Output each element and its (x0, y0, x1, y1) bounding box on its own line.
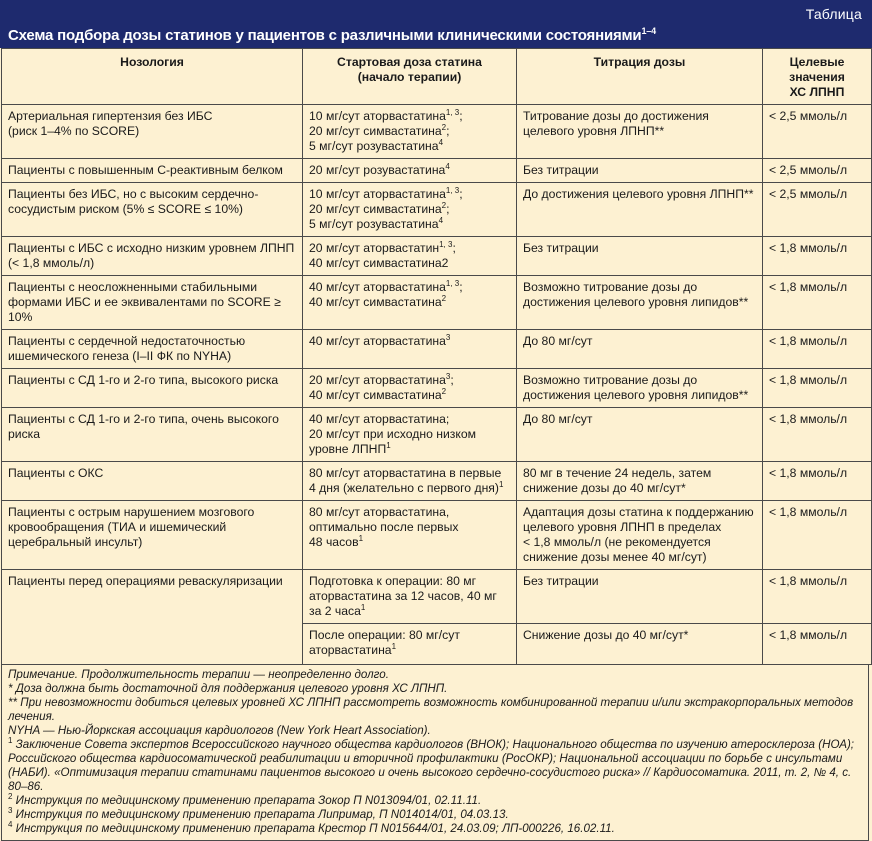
titration-cell (517, 330, 763, 369)
target-cell: < 1,8 ммоль/л (763, 237, 872, 276)
table-row (2, 159, 872, 183)
titration-cell (517, 183, 763, 237)
table-row (2, 183, 872, 237)
titration-cell (517, 369, 763, 408)
cell-line: Снижение дозы до 40 мг/сут* (523, 628, 689, 642)
cell-line: целевого уровня ЛПНП в пределах (523, 520, 722, 534)
start-dose-cell (303, 462, 517, 501)
dose-line (309, 574, 510, 589)
note-line (8, 682, 862, 696)
cell-line: целевого уровня ЛПНП** (523, 124, 665, 138)
cell-line: Пациенты с неосложненными стабильными (8, 280, 258, 294)
titration-cell (517, 276, 763, 330)
note-line (8, 752, 862, 766)
start-dose-cell (303, 276, 517, 330)
dose-text: уровне ЛПНП (309, 442, 387, 456)
cell-line: формами ИБС и ее эквивалентами по SCORE ≥ 10% (8, 295, 281, 324)
header-start-dose (303, 49, 517, 105)
cell-line: Адаптация дозы статина к поддержанию (523, 505, 754, 519)
start-dose-cell (303, 501, 517, 570)
target-cell: < 1,8 ммоль/л (763, 570, 872, 624)
nosology-cell (2, 408, 303, 462)
dose-footnote-ref: 2 (441, 200, 447, 210)
dose-punct: ; (450, 373, 454, 387)
note-line (8, 738, 862, 752)
nosology-cell (2, 237, 303, 276)
start-dose-cell (303, 183, 517, 237)
dose-line (309, 295, 510, 310)
table-title-sup: 1–4 (641, 26, 656, 36)
dose-footnote-ref: 1 (498, 479, 504, 489)
cell-line: достижения целевого уровня липидов** (523, 295, 749, 309)
note-footnote-number: 4 (8, 820, 13, 830)
dose-line (309, 109, 510, 124)
note-footnote-number: 1 (8, 736, 13, 746)
cell-line: До 80 мг/сут (523, 334, 593, 348)
note-text: Инструкция по медицинскому применению препарата Липримар, П N014014/01, 04.03.13. (12, 808, 509, 821)
dose-text: 20 мг/сут симвастатина (309, 202, 442, 216)
cell-line: Без титрации (523, 163, 599, 177)
start-dose-cell (303, 105, 517, 159)
cell-line: Пациенты с сердечной недостаточностью (8, 334, 246, 348)
target-cell: < 1,8 ммоль/л (763, 408, 872, 462)
cell-line: Артериальная гипертензия без ИБС (8, 109, 213, 123)
table-row (2, 501, 872, 570)
dose-text: 40 мг/сут симвастатина (309, 295, 442, 309)
dose-footnote-ref: 2 (441, 122, 447, 132)
dose-text: Подготовка к операции: 80 мг (309, 574, 477, 588)
dose-footnote-ref: 4 (438, 137, 444, 147)
cell-line: снижение дозы до 40 мг/сут* (523, 481, 686, 495)
target-cell: < 2,5 ммоль/л (763, 183, 872, 237)
dose-line (309, 412, 510, 427)
nosology-cell (2, 369, 303, 408)
dose-line (309, 505, 510, 520)
table-header-row (2, 49, 872, 105)
header-start-dose-line: Стартовая доза статина (337, 55, 482, 69)
table-row (2, 237, 872, 276)
target-cell: < 1,8 ммоль/л (763, 501, 872, 570)
dose-text: за 2 часа (309, 604, 361, 618)
dose-line (309, 520, 510, 535)
note-line (8, 668, 862, 682)
dose-line (309, 280, 510, 295)
cell-line: До достижения целевого уровня ЛПНП** (523, 187, 754, 201)
dose-text: 20 мг/сут симвастатина (309, 124, 442, 138)
cell-line: До 80 мг/сут (523, 412, 593, 426)
header-target-line: Целевые (789, 55, 845, 69)
start-dose-cell (303, 369, 517, 408)
cell-line: сосудистым риском (5% ≤ SCORE ≤ 10%) (8, 202, 243, 216)
table-row (2, 369, 872, 408)
note-line (8, 696, 862, 710)
dose-punct: ; (459, 109, 463, 123)
dose-text: 20 мг/сут при исходно низком (309, 427, 477, 441)
nosology-cell: Пациенты перед операциями реваскуляризации (2, 570, 303, 665)
dose-footnote-ref: 1 (391, 641, 397, 651)
cell-line: ишемического генеза (I–II ФК по NYHA) (8, 349, 232, 363)
note-text: лечения. (8, 710, 56, 723)
titration-cell (517, 570, 763, 624)
dose-footnote-ref: 2 (441, 386, 447, 396)
note-line (8, 794, 862, 808)
dose-footnote-ref: 4 (438, 215, 444, 225)
dose-text: 40 мг/сут аторвастатина; (309, 412, 450, 426)
cell-line: Пациенты с повышенным С-реактивным белком (8, 163, 283, 177)
start-dose-cell (303, 237, 517, 276)
note-text: Инструкция по медицинскому применению препарата Крестор П N015644/01, 24.03.09; ЛП-000226, 16.02.11. (12, 822, 615, 835)
dose-line (309, 427, 510, 442)
titration-cell (517, 501, 763, 570)
dose-line (309, 202, 510, 217)
titration-cell (517, 237, 763, 276)
table-title (8, 26, 656, 44)
note-text: * Доза должна быть достаточной для поддержания целевого уровня ХС ЛПНП. (8, 682, 448, 695)
table-row (2, 408, 872, 462)
dose-line (309, 256, 510, 271)
table-row (2, 570, 872, 624)
dose-punct: ; (452, 241, 456, 255)
note-text: ** При невозможности добиться целевых уровней ХС ЛПНП рассмотреть возможность комбинированной терапии и/или экстракорпоральных методов (8, 696, 854, 709)
dose-footnote-ref: 1, 3 (445, 107, 460, 117)
cell-line: Без титрации (523, 241, 599, 255)
nosology-cell (2, 276, 303, 330)
nosology-cell (2, 183, 303, 237)
cell-line: Пациенты с острым нарушением мозгового (8, 505, 255, 519)
dose-punct: ; (459, 187, 463, 201)
table-row (2, 462, 872, 501)
table-title-text: Схема подбора дозы статинов у пациентов с различными клиническими состояниями (8, 27, 642, 44)
nosology-cell (2, 105, 303, 159)
dose-footnote-ref: 2 (441, 293, 447, 303)
cell-line: Возможно титрование дозы до (523, 373, 698, 387)
dose-text: аторвастатина за 12 часов, 40 мг (309, 589, 497, 603)
dose-text: 80 мг/сут аторвастатина, (309, 505, 450, 519)
dose-punct: ; (446, 202, 450, 216)
dose-footnote-ref: 4 (445, 161, 450, 171)
statin-dose-table (1, 48, 872, 665)
cell-line: риска (8, 427, 41, 441)
dose-line (309, 163, 510, 178)
dose-text: 20 мг/сут аторвастатина (309, 373, 446, 387)
cell-line: снижение дозы менее 40 мг/сут) (523, 550, 707, 564)
dose-text: 40 мг/сут аторвастатина (309, 334, 446, 348)
cell-line: Пациенты без ИБС, но с высоким сердечно- (8, 187, 259, 201)
table-header-bar (0, 0, 872, 48)
cell-line: Пациенты с ИБС с исходно низким уровнем ЛПНП (8, 241, 295, 255)
cell-line: Пациенты с СД 1-го и 2-го типа, высокого риска (8, 373, 279, 387)
cell-line: Пациенты с ОКС (8, 466, 104, 480)
table-label: Таблица (805, 6, 862, 22)
cell-line: 80 мг в течение 24 недель, затем (523, 466, 712, 480)
note-text: Российского общества кардиосоматической реабилитации и вторичной профилактики (РосОКР); Национальной ассоциации по борьбе с инсультами (8, 752, 843, 765)
dose-text: 4 дня (желательно с первого дня) (309, 481, 499, 495)
titration-cell (517, 462, 763, 501)
titration-cell (517, 105, 763, 159)
note-line (8, 710, 862, 724)
dose-line (309, 124, 510, 139)
dose-text: 80 мг/сут аторвастатина в первые (309, 466, 502, 480)
note-text: Инструкция по медицинскому применению препарата Зокор П N013094/01, 02.11.11. (12, 794, 482, 807)
dose-line (309, 604, 510, 619)
dose-line (309, 334, 510, 349)
cell-line: достижения целевого уровня липидов** (523, 388, 749, 402)
table-notes (1, 665, 869, 841)
note-text: (НАБИ). «Оптимизация терапии статинами пациентов высокого и очень высокого сердечно-сосудистого риска» // Кардиосоматика. 2011, т. 2, № 4, с. 80–86. (8, 766, 852, 793)
cell-line: (< 1,8 ммоль/л) (8, 256, 95, 270)
header-nosology: Нозология (2, 49, 303, 105)
cell-line: Титрование дозы до достижения (523, 109, 709, 123)
dose-text: После операции: 80 мг/сут (309, 628, 460, 642)
cell-line: Возможно титрование дозы до (523, 280, 698, 294)
note-line (8, 808, 862, 822)
target-cell: < 1,8 ммоль/л (763, 369, 872, 408)
header-target-line: ХС ЛПНП (789, 85, 845, 99)
nosology-cell (2, 159, 303, 183)
dose-text: 48 часов (309, 535, 359, 549)
target-cell: < 1,8 ммоль/л (763, 624, 872, 665)
dose-text: 40 мг/сут аторвастатина (309, 280, 446, 294)
table-row (2, 105, 872, 159)
dose-line (309, 217, 510, 232)
start-dose-cell (303, 408, 517, 462)
nosology-cell (2, 501, 303, 570)
cell-line: < 1,8 ммоль/л (не рекомендуется (523, 535, 711, 549)
table-row (2, 276, 872, 330)
dose-footnote-ref: 1 (358, 533, 364, 543)
cell-line: (риск 1–4% по SCORE) (8, 124, 140, 138)
start-dose-cell (303, 624, 517, 665)
note-text: NYHA — Нью-Йоркская ассоциация кардиологов (New York Heart Association). (8, 724, 431, 737)
nosology-cell (2, 462, 303, 501)
target-cell: < 1,8 ммоль/л (763, 462, 872, 501)
dose-footnote-ref: 1 (360, 602, 366, 612)
dose-footnote-ref: 1, 3 (445, 278, 460, 288)
dose-text: 10 мг/сут аторвастатина (309, 187, 446, 201)
dose-text: 20 мг/сут розувастатина (309, 163, 446, 177)
cell-line: кровообращения (ТИА и ишемический (8, 520, 227, 534)
nosology-cell (2, 330, 303, 369)
dose-text: 5 мг/сут розувастатина (309, 217, 439, 231)
note-text: Заключение Совета экспертов Всероссийского научного общества кардиологов (ВНОК); Национального общества по изучению атеросклероза (НОА); (12, 738, 855, 751)
cell-line: церебральный инсульт) (8, 535, 143, 549)
header-target (763, 49, 872, 105)
dose-line (309, 373, 510, 388)
dose-text: аторвастатина (309, 643, 392, 657)
start-dose-cell (303, 570, 517, 624)
dose-footnote-ref: 3 (445, 371, 451, 381)
note-line (8, 822, 862, 836)
start-dose-cell (303, 159, 517, 183)
header-titration: Титрация дозы (517, 49, 763, 105)
header-target-line: значения (789, 70, 845, 84)
dose-line (309, 139, 510, 154)
dose-line (309, 388, 510, 403)
note-text: Примечание. Продолжительность терапии — неопределенно долго. (8, 668, 389, 681)
titration-cell (517, 159, 763, 183)
titration-cell (517, 408, 763, 462)
dose-line (309, 628, 510, 643)
dose-line (309, 589, 510, 604)
dose-punct: ; (446, 124, 450, 138)
dose-line (309, 481, 510, 496)
table-row (2, 330, 872, 369)
cell-line: Пациенты с СД 1-го и 2-го типа, очень высокого (8, 412, 279, 426)
dose-punct: ; (459, 280, 463, 294)
note-line (8, 724, 862, 738)
target-cell: < 2,5 ммоль/л (763, 159, 872, 183)
dose-text: 20 мг/сут аторвастатин (309, 241, 440, 255)
dose-line (309, 535, 510, 550)
cell-line: Без титрации (523, 574, 599, 588)
dose-footnote-ref: 1, 3 (445, 185, 460, 195)
target-cell: < 1,8 ммоль/л (763, 330, 872, 369)
dose-text: 10 мг/сут аторвастатина (309, 109, 446, 123)
dose-footnote-ref: 1 (386, 440, 391, 450)
note-footnote-number: 3 (8, 806, 13, 816)
dose-line (309, 466, 510, 481)
header-start-dose-line: (начало терапии) (357, 70, 462, 84)
dose-line (309, 241, 510, 256)
target-cell: < 1,8 ммоль/л (763, 276, 872, 330)
note-footnote-number: 2 (8, 792, 13, 802)
dose-line (309, 442, 510, 457)
dose-text: 40 мг/сут симвастатина2 (309, 256, 449, 270)
table-body (2, 105, 872, 665)
dose-text: оптимально после первых (309, 520, 459, 534)
dose-footnote-ref: 3 (445, 332, 451, 342)
dose-text: 40 мг/сут симвастатина (309, 388, 442, 402)
dose-line (309, 187, 510, 202)
dose-text: 5 мг/сут розувастатина (309, 139, 439, 153)
dose-footnote-ref: 1, 3 (439, 239, 453, 249)
start-dose-cell (303, 330, 517, 369)
dose-line (309, 643, 510, 658)
titration-cell (517, 624, 763, 665)
note-line (8, 766, 862, 794)
target-cell: < 2,5 ммоль/л (763, 105, 872, 159)
